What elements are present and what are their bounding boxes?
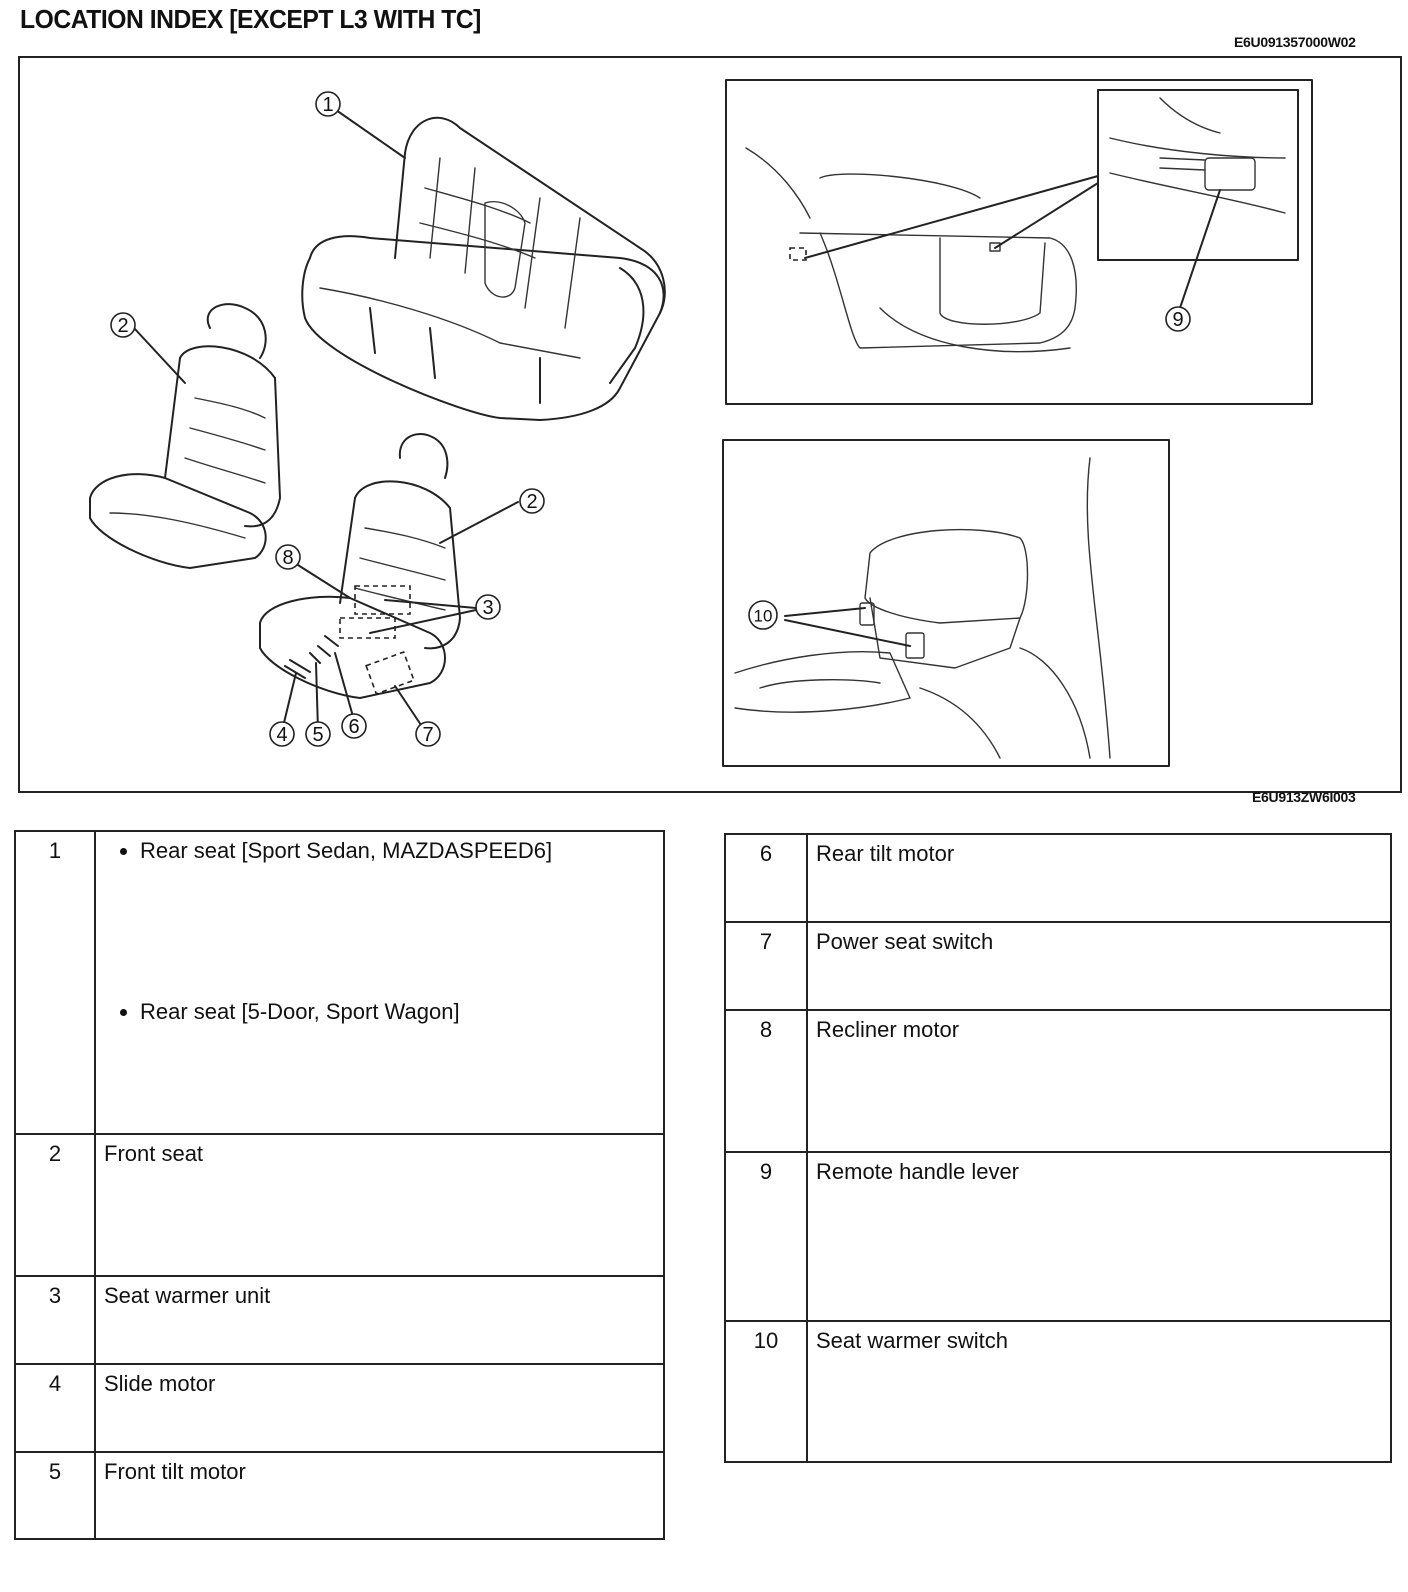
- callout-9: [1166, 307, 1190, 331]
- table-row: [15, 1364, 664, 1452]
- row-number: 4: [15, 1364, 95, 1452]
- callout-5: [306, 722, 330, 746]
- row-description: Front seat: [95, 1134, 664, 1276]
- row-number: 2: [15, 1134, 95, 1276]
- callout-6: [342, 714, 366, 738]
- row-number: 10: [725, 1321, 807, 1462]
- table-row: [725, 1321, 1391, 1462]
- console-inset: [723, 440, 1169, 766]
- list-item: • Rear seat [Sport Sedan, MAZDASPEED6]: [140, 838, 655, 864]
- table-row: [725, 1010, 1391, 1152]
- row-description: Front tilt motor: [95, 1452, 664, 1539]
- svg-text:5: 5: [312, 724, 324, 746]
- callout-4: [270, 722, 294, 746]
- svg-text:6: 6: [348, 716, 360, 738]
- row-description: Remote handle lever: [807, 1152, 1391, 1321]
- row-description: Rear tilt motor: [807, 834, 1391, 922]
- row-description: Power seat switch: [807, 922, 1391, 1010]
- row-description: Recliner motor: [807, 1010, 1391, 1152]
- row-number: 8: [725, 1010, 807, 1152]
- leader-1: [336, 110, 405, 158]
- svg-text:2: 2: [526, 491, 538, 513]
- svg-text:4: 4: [276, 724, 288, 746]
- callout-1: [316, 92, 340, 116]
- front-seat-left-illustration: [90, 304, 280, 568]
- row-number: 5: [15, 1452, 95, 1539]
- document-code: E6U091357000W02: [1234, 34, 1356, 50]
- trunk-inset: [726, 80, 1312, 404]
- row-number: 3: [15, 1276, 95, 1364]
- table-row: [725, 1152, 1391, 1321]
- svg-text:2: 2: [117, 315, 129, 337]
- right-location-table: [724, 833, 1392, 1463]
- table-row: [725, 922, 1391, 1010]
- callout-3: [476, 595, 500, 619]
- page-title: LOCATION INDEX [EXCEPT L3 WITH TC]: [20, 4, 481, 34]
- leader-8: [290, 560, 350, 598]
- table-row: [15, 1452, 664, 1539]
- table-row: [725, 834, 1391, 922]
- row-number: 6: [725, 834, 807, 922]
- svg-text:3: 3: [482, 597, 494, 619]
- callout-10: [749, 601, 777, 629]
- row-description: Seat warmer unit: [95, 1276, 664, 1364]
- location-diagram: [18, 56, 1402, 793]
- image-code: E6U913ZW6I003: [1252, 789, 1356, 805]
- row-number: 9: [725, 1152, 807, 1321]
- row-description: Seat warmer switch: [807, 1321, 1391, 1462]
- callout-8: [276, 545, 300, 569]
- svg-text:1: 1: [322, 94, 334, 116]
- row-description: [95, 831, 664, 1134]
- svg-text:10: 10: [753, 606, 773, 626]
- callout-2-right: [520, 489, 544, 513]
- list-item: • Rear seat [5-Door, Sport Wagon]: [140, 999, 655, 1025]
- leader-2a: [134, 328, 185, 383]
- table-row: [15, 831, 664, 1134]
- rear-seat-illustration: [302, 118, 665, 420]
- svg-text:9: 9: [1172, 309, 1184, 331]
- diagram-drawing: [20, 58, 1404, 795]
- row-description: Slide motor: [95, 1364, 664, 1452]
- svg-text:8: 8: [282, 547, 294, 569]
- row-number: 1: [15, 831, 95, 1134]
- callout-7: [416, 722, 440, 746]
- left-location-table: [14, 830, 665, 1540]
- row-number: 7: [725, 922, 807, 1010]
- table-row: [15, 1276, 664, 1364]
- table-row: [15, 1134, 664, 1276]
- callout-2-left: [111, 313, 135, 337]
- svg-text:7: 7: [422, 724, 434, 746]
